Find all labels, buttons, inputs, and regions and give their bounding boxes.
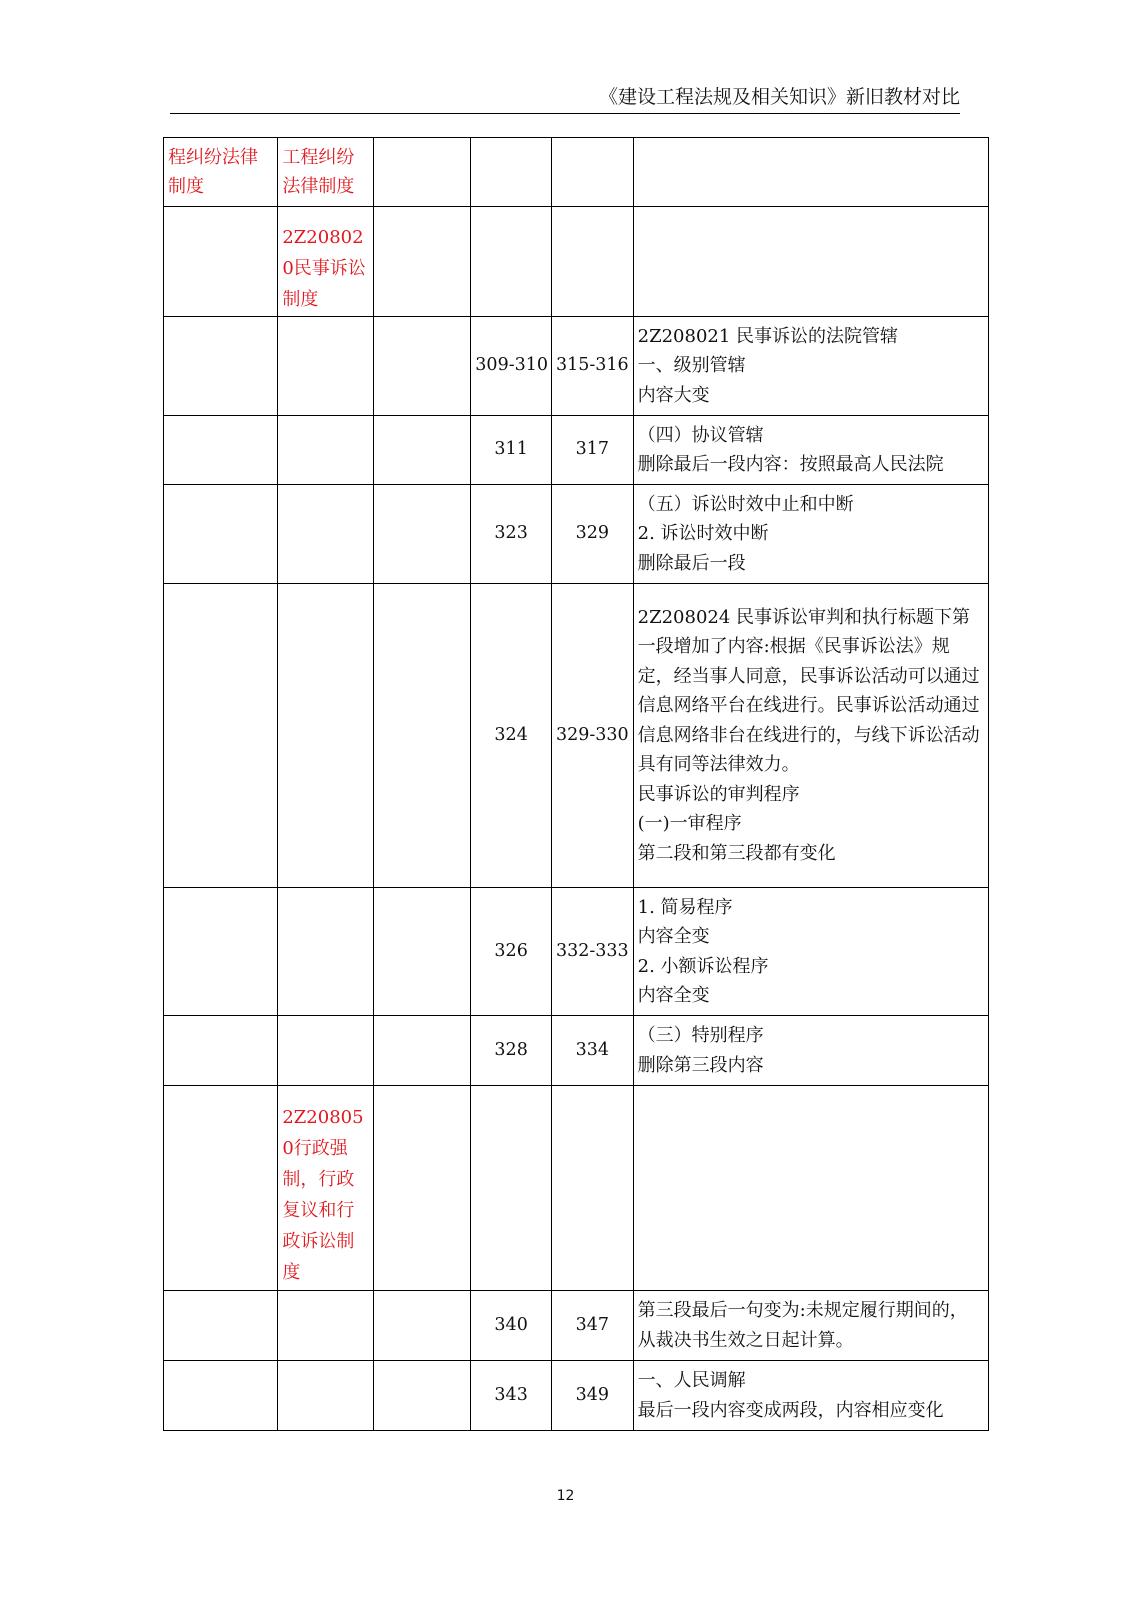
new-page-cell <box>551 207 633 317</box>
change-description-cell <box>633 1361 988 1431</box>
description-line: 内容全变 <box>637 926 710 947</box>
old-page-cell: 326 <box>471 888 552 1016</box>
subsection-cell <box>278 416 374 485</box>
new-page-cell: 329 <box>551 485 633 584</box>
change-description-cell <box>633 888 988 1016</box>
topic-cell <box>374 1086 471 1291</box>
change-description-cell <box>633 1291 988 1361</box>
description-line: 1. 简易程序 <box>637 896 733 918</box>
description-line: 民事诉讼的审判程序 <box>637 783 800 805</box>
description-line: 一、人民调解 <box>637 1370 746 1391</box>
old-page-cell: 309-310 <box>471 317 552 416</box>
subsection-cell: 2Z208020民事诉讼制度 <box>278 207 374 317</box>
table-row <box>164 485 989 584</box>
page-number: 12 <box>556 1488 575 1504</box>
old-page-cell <box>471 138 552 207</box>
change-description-cell <box>633 584 988 888</box>
subsection-cell <box>278 485 374 584</box>
table-body <box>164 138 989 1431</box>
description-line: 2. 诉讼时效中断 <box>637 523 769 545</box>
subsection-cell: 2Z208050行政强制，行政复议和行政诉讼制度 <box>278 1086 374 1291</box>
table-row <box>164 1291 989 1361</box>
table-row <box>164 138 989 207</box>
old-page-cell <box>471 207 552 317</box>
subsection-cell <box>278 317 374 416</box>
change-description-cell <box>633 138 988 207</box>
old-page-cell: 340 <box>471 1291 552 1361</box>
topic-cell <box>374 485 471 584</box>
table-row <box>164 1361 989 1431</box>
description-line: 第三段最后一句变为:未规定履行期间的，从裁决书生效之日起计算。 <box>637 1300 968 1351</box>
old-page-cell: 323 <box>471 485 552 584</box>
change-description-cell <box>633 485 988 584</box>
topic-cell <box>374 1291 471 1361</box>
section-cell <box>164 1016 278 1086</box>
description-line: 删除最后一段内容：按照最高人民法院 <box>637 454 944 475</box>
section-cell: 程纠纷法律制度 <box>164 138 278 207</box>
subsection-cell <box>278 1361 374 1431</box>
topic-cell <box>374 1361 471 1431</box>
description-line: （三）特别程序 <box>637 1025 764 1046</box>
description-line: (一)一审程序 <box>637 813 742 835</box>
old-page-cell: 311 <box>471 416 552 485</box>
table-row <box>164 416 989 485</box>
new-page-cell: 334 <box>551 1016 633 1086</box>
table-row <box>164 1086 989 1291</box>
description-line: （五）诉讼时效中止和中断 <box>637 493 854 515</box>
table-row <box>164 1016 989 1086</box>
topic-cell <box>374 317 471 416</box>
section-cell <box>164 1361 278 1431</box>
change-description-cell <box>633 207 988 317</box>
new-page-cell <box>551 1086 633 1291</box>
section-cell <box>164 584 278 888</box>
table-row <box>164 584 989 888</box>
description-line: 2Z208024 民事诉讼审判和执行标题下第一段增加了内容:根据《民事诉讼法》规定，经当事人同意，民事诉讼活动可以通过信息网络平台在线进行。民事诉讼活动通过信息网络非台在线进行的，与线下诉讼活动具有同等法律效力。 <box>637 606 980 776</box>
description-line: 删除最后一段 <box>637 552 746 574</box>
comparison-table <box>163 137 989 1431</box>
old-page-cell: 343 <box>471 1361 552 1431</box>
old-page-cell <box>471 1086 552 1291</box>
description-line: 2Z208021 民事诉讼的法院管辖 <box>637 325 899 347</box>
topic-cell <box>374 416 471 485</box>
table-row <box>164 317 989 416</box>
new-page-cell: 349 <box>551 1361 633 1431</box>
topic-cell <box>374 207 471 317</box>
subsection-cell <box>278 1291 374 1361</box>
old-page-cell: 328 <box>471 1016 552 1086</box>
section-cell <box>164 485 278 584</box>
table-row <box>164 207 989 317</box>
section-cell <box>164 1291 278 1361</box>
description-line: 一、级别管辖 <box>637 355 746 377</box>
new-page-cell <box>551 138 633 207</box>
new-page-cell: 332-333 <box>551 888 633 1016</box>
description-line: 2. 小额诉讼程序 <box>637 955 769 977</box>
new-page-cell: 329-330 <box>551 584 633 888</box>
description-line: 删除第三段内容 <box>637 1054 764 1076</box>
description-line: 内容全变 <box>637 985 710 1006</box>
section-cell <box>164 1086 278 1291</box>
section-cell <box>164 317 278 416</box>
header-title: 《建设工程法规及相关知识》新旧教材对比 <box>598 86 960 108</box>
description-line: （四）协议管辖 <box>637 424 764 446</box>
new-page-cell: 347 <box>551 1291 633 1361</box>
description-line: 第二段和第三段都有变化 <box>637 842 836 864</box>
page-header <box>170 86 960 114</box>
change-description-cell <box>633 1086 988 1291</box>
new-page-cell: 315-316 <box>551 317 633 416</box>
old-page-cell: 324 <box>471 584 552 888</box>
subsection-cell <box>278 888 374 1016</box>
topic-cell <box>374 1016 471 1086</box>
new-page-cell: 317 <box>551 416 633 485</box>
description-line: 最后一段内容变成两段，内容相应变化 <box>637 1399 944 1421</box>
section-cell <box>164 416 278 485</box>
section-cell <box>164 888 278 1016</box>
subsection-cell <box>278 1016 374 1086</box>
description-line: 内容大变 <box>637 384 710 406</box>
change-description-cell <box>633 1016 988 1086</box>
topic-cell <box>374 584 471 888</box>
section-cell <box>164 207 278 317</box>
topic-cell <box>374 888 471 1016</box>
subsection-cell: 工程纠纷法律制度 <box>278 138 374 207</box>
topic-cell <box>374 138 471 207</box>
table-row <box>164 888 989 1016</box>
change-description-cell <box>633 317 988 416</box>
change-description-cell <box>633 416 988 485</box>
subsection-cell <box>278 584 374 888</box>
